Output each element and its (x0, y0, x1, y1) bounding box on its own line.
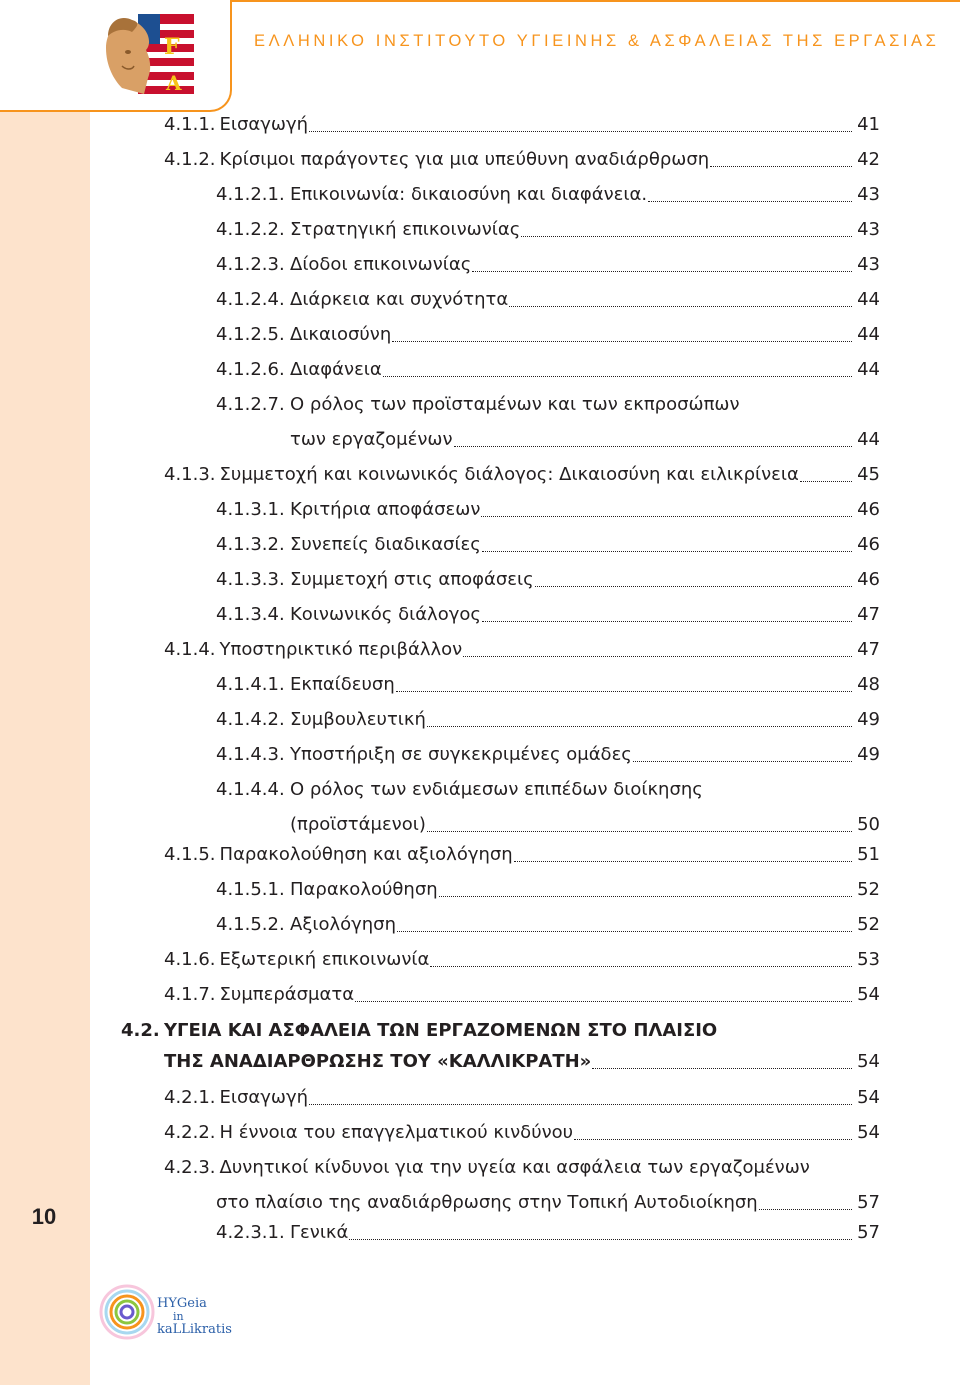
toc-entry-title: Εισαγωγή (219, 114, 309, 135)
toc-entry-number: 4.1.2.6. (216, 359, 285, 380)
toc-entry-title: Παρακολούθηση (290, 879, 438, 900)
toc-leader-dots (472, 270, 852, 272)
toc-entry-line (216, 779, 703, 800)
toc-leader-dots (427, 725, 852, 727)
toc-leader-dots (800, 480, 852, 482)
toc-entry-page: 51 (857, 844, 880, 865)
toc-entry[interactable] (216, 1192, 880, 1213)
toc-entry[interactable] (216, 744, 880, 765)
toc-entry[interactable] (216, 359, 880, 380)
toc-entry-page: 44 (857, 324, 880, 345)
toc-entry[interactable] (164, 949, 880, 970)
toc-entry-title-cont: (προϊστάμενοι) (290, 814, 426, 835)
toc-entry-line (216, 394, 740, 415)
toc-entry-title: Κριτήρια αποφάσεων (290, 499, 481, 520)
toc-entry-title: Διάρκεια και συχνότητα (290, 289, 509, 310)
toc-entry-page: 44 (857, 289, 880, 310)
toc-entry-page: 43 (857, 254, 880, 275)
toc-entry-title: Ο ρόλος των ενδιάμεσων επιπέδων διοίκησης (290, 779, 703, 800)
toc-leader-dots (592, 1067, 852, 1069)
toc-entry-title-cont: ΤΗΣ ΑΝΑΔΙΑΡΘΡΩΣΗΣ ΤΟΥ «ΚΑΛΛΙΚΡΑΤΗ» (164, 1051, 592, 1072)
toc-entry-title: ΥΓΕΙΑ ΚΑΙ ΑΣΦΑΛΕΙΑ ΤΩΝ ΕΡΓΑΖΟΜΕΝΩΝ ΣΤΟ ΠΛΑΙΣΙΟ (164, 1020, 718, 1041)
toc-entry-page: 54 (857, 984, 880, 1005)
toc-entry[interactable] (216, 569, 880, 590)
toc-leader-dots (482, 620, 852, 622)
toc-entry[interactable] (216, 324, 880, 345)
toc-entry-page: 41 (857, 114, 880, 135)
toc-entry-page: 42 (857, 149, 880, 170)
toc-entry-title: Δικαιοσύνη (290, 324, 392, 345)
toc-entry-title: Παρακολούθηση και αξιολόγηση (219, 844, 513, 865)
toc-leader-dots (454, 445, 852, 447)
toc-entry-title: Δυνητικοί κίνδυνοι για την υγεία και ασφάλεια των εργαζομένων (219, 1157, 810, 1178)
toc-entry-title: Η έννοια του επαγγελματικού κινδύνου (219, 1122, 574, 1143)
toc-leader-dots (509, 305, 852, 307)
toc-entry-title: Αξιολόγηση (290, 914, 396, 935)
toc-leader-dots (574, 1138, 852, 1140)
toc-entry-number: 4.2.3. (164, 1157, 216, 1178)
toc-entry[interactable] (216, 674, 880, 695)
toc-entry-page: 44 (857, 359, 880, 380)
toc-entry-number: 4.1.4.2. (216, 709, 285, 730)
toc-entry-page: 52 (857, 914, 880, 935)
svg-text:F: F (164, 34, 180, 60)
toc-entry-number: 4.1.2.4. (216, 289, 285, 310)
toc-entry-number: 4.1.3.3. (216, 569, 285, 590)
toc-leader-dots (383, 375, 852, 377)
toc-entry-title: Συμμετοχή και κοινωνικός διάλογος: Δικαιοσύνη και ειλικρίνεια (219, 464, 799, 485)
toc-entry[interactable] (216, 879, 880, 900)
toc-entry-page: 44 (857, 429, 880, 450)
toc-entry[interactable] (216, 604, 880, 625)
toc-entry[interactable] (164, 1122, 880, 1143)
toc-entry-title: Συμβουλευτική (290, 709, 426, 730)
toc-entry-number: 4.1.6. (164, 949, 216, 970)
toc-entry-number: 4.2.2. (164, 1122, 216, 1143)
toc-entry-number: 4.2.1. (164, 1087, 216, 1108)
toc-entry-title: Υποστηρικτικό περιβάλλον (219, 639, 463, 660)
toc-entry-title-cont: των εργαζομένων (290, 429, 453, 450)
toc-entry[interactable] (164, 1087, 880, 1108)
toc-leader-dots (521, 235, 852, 237)
toc-entry[interactable] (164, 639, 880, 660)
toc-entry-page: 50 (857, 814, 880, 835)
toc-entry-page: 46 (857, 534, 880, 555)
page-number: 10 (31, 1204, 57, 1229)
toc-entry-number: 4.1.5.1. (216, 879, 285, 900)
toc-entry-number: 4.2.3.1. (216, 1222, 285, 1243)
toc-leader-dots (349, 1238, 852, 1240)
toc-entry[interactable] (216, 1222, 880, 1243)
toc-leader-dots (392, 340, 852, 342)
toc-entry[interactable] (290, 429, 880, 450)
toc-entry-title: Ο ρόλος των προϊσταμένων και των εκπροσώπων (290, 394, 740, 415)
toc-leader-dots (648, 200, 852, 202)
toc-leader-dots (481, 515, 852, 517)
toc-entry[interactable] (216, 289, 880, 310)
hygeia-line3: kaLLikratis (157, 1322, 232, 1337)
toc-entry[interactable] (216, 499, 880, 520)
toc-entry-page: 57 (857, 1222, 880, 1243)
toc-leader-dots (759, 1208, 852, 1210)
toc-entry-page: 47 (857, 639, 880, 660)
toc-entry-title: Επικοινωνία: δικαιοσύνη και διαφάνεια. (290, 184, 648, 205)
toc-entry[interactable] (216, 534, 880, 555)
institute-name: ΕΛΛΗΝΙΚΟ ΙΝΣΤΙΤΟΥΤΟ ΥΓΙΕΙΝΗΣ & ΑΣΦΑΛΕΙΑΣ ΤΗΣ ΕΡΓΑΣΙΑΣ (254, 32, 940, 50)
toc-entry-page: 46 (857, 499, 880, 520)
toc-leader-dots (309, 130, 852, 132)
toc-entry-number: 4.1.4.3. (216, 744, 285, 765)
toc-entry[interactable] (216, 184, 880, 205)
toc-entry-number: 4.1.1. (164, 114, 216, 135)
toc-entry-number: 4.1.2. (164, 149, 216, 170)
toc-entry-number: 4.2. (121, 1020, 160, 1041)
hygeia-line2: in (173, 1310, 184, 1323)
toc-leader-dots (430, 965, 852, 967)
toc-entry[interactable] (290, 814, 880, 835)
toc-entry-page: 54 (857, 1051, 880, 1072)
toc-entry-title: Υποστήριξη σε συγκεκριμένες ομάδες (290, 744, 632, 765)
toc-entry-title-cont: στο πλαίσιο της αναδιάρθρωσης στην Τοπική Αυτοδιοίκηση (216, 1192, 758, 1213)
toc-entry-page: 45 (857, 464, 880, 485)
toc-entry-page: 54 (857, 1122, 880, 1143)
toc-leader-dots (710, 165, 852, 167)
svg-text:A: A (166, 71, 182, 95)
toc-entry-title: Δίοδοι επικοινωνίας (290, 254, 472, 275)
toc-entry[interactable] (164, 1051, 880, 1072)
toc-entry-title: Συμπεράσματα (219, 984, 355, 1005)
toc-leader-dots (355, 1000, 852, 1002)
toc-entry-number: 4.1.2.1. (216, 184, 285, 205)
toc-entry-number: 4.1.5.2. (216, 914, 285, 935)
toc-entry-page: 53 (857, 949, 880, 970)
toc-entry-page: 43 (857, 219, 880, 240)
toc-entry-title: Συνεπείς διαδικασίες (290, 534, 481, 555)
toc-entry[interactable] (216, 219, 880, 240)
toc-entry-title: Συμμετοχή στις αποφάσεις (290, 569, 534, 590)
toc-entry-number: 4.1.7. (164, 984, 216, 1005)
hygeia-wordmark (157, 1297, 232, 1336)
toc-entry-title: Στρατηγική επικοινωνίας (290, 219, 521, 240)
toc-entry-number: 4.1.2.7. (216, 394, 285, 415)
toc-entry-line (164, 1157, 810, 1178)
toc-entry-number: 4.1.2.3. (216, 254, 285, 275)
toc-entry[interactable] (164, 984, 880, 1005)
toc-entry-title: Γενικά (290, 1222, 349, 1243)
toc-entry-number: 4.1.4. (164, 639, 216, 660)
toc-entry-title: Διαφάνεια (290, 359, 382, 380)
toc-entry-title: Εκπαίδευση (290, 674, 395, 695)
toc-entry-number: 4.1.2.5. (216, 324, 285, 345)
toc-entry-number: 4.1.3.4. (216, 604, 285, 625)
toc-entry-page: 43 (857, 184, 880, 205)
toc-entry-page: 49 (857, 709, 880, 730)
toc-leader-dots (463, 655, 852, 657)
toc-entry-title: Κρίσιμοι παράγοντες για μια υπεύθυνη αναδιάρθρωση (219, 149, 710, 170)
toc-entry-page: 48 (857, 674, 880, 695)
toc-entry-title: Κοινωνικός διάλογος (290, 604, 481, 625)
toc-entry-page: 46 (857, 569, 880, 590)
toc-entry[interactable] (164, 149, 880, 170)
toc-entry-number: 4.1.3.2. (216, 534, 285, 555)
toc-entry-page: 49 (857, 744, 880, 765)
toc-entry-number: 4.1.3. (164, 464, 216, 485)
toc-entry-number: 4.1.2.2. (216, 219, 285, 240)
toc-entry[interactable] (216, 254, 880, 275)
toc-entry-number: 4.1.4.1. (216, 674, 285, 695)
toc-entry-title: Εξωτερική επικοινωνία (219, 949, 430, 970)
toc-entry[interactable] (164, 844, 880, 865)
toc-entry-title: Εισαγωγή (219, 1087, 309, 1108)
toc-entry[interactable] (216, 709, 880, 730)
toc-leader-dots (535, 585, 852, 587)
toc-entry[interactable] (164, 114, 880, 135)
toc-leader-dots (439, 895, 852, 897)
toc-entry-number: 4.1.3.1. (216, 499, 285, 520)
toc-entry-page: 52 (857, 879, 880, 900)
toc-leader-dots (633, 760, 852, 762)
toc-entry-page: 47 (857, 604, 880, 625)
toc-entry[interactable] (216, 914, 880, 935)
toc-leader-dots (514, 860, 852, 862)
hygeia-line1: HYGeia (157, 1296, 207, 1311)
toc-leader-dots (396, 690, 852, 692)
toc-entry-number: 4.1.4.4. (216, 779, 285, 800)
toc-leader-dots (427, 830, 852, 832)
toc-entry-line (121, 1020, 717, 1041)
toc-leader-dots (397, 930, 852, 932)
toc-leader-dots (309, 1103, 852, 1105)
toc-leader-dots (482, 550, 852, 552)
toc-entry-number: 4.1.5. (164, 844, 216, 865)
toc-entry[interactable] (164, 464, 880, 485)
toc-entry-page: 54 (857, 1087, 880, 1108)
toc-entry-page: 57 (857, 1192, 880, 1213)
